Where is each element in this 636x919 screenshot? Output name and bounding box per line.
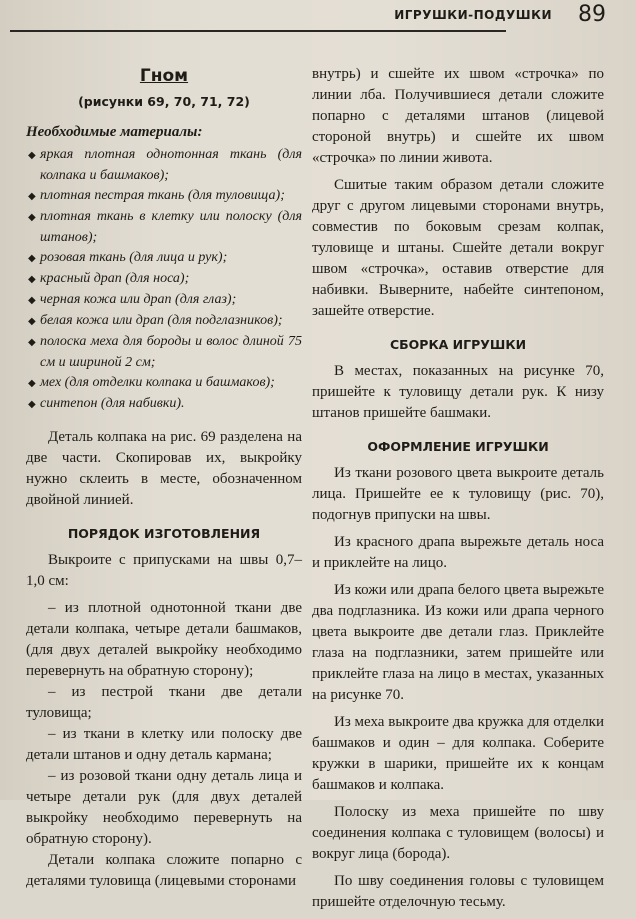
section-heading-assembly: СБОРКА ИГРУШКИ <box>389 337 527 352</box>
article-title: Гном <box>139 66 189 86</box>
diamond-bullet-icon: ◆ <box>28 212 36 223</box>
diamond-bullet-icon: ◆ <box>28 295 36 306</box>
diamond-bullet-icon: ◆ <box>28 337 36 348</box>
diamond-bullet-icon: ◆ <box>28 253 36 264</box>
list-item: ◆ плотная ткань в клетку или полоску (для штанов); <box>28 209 302 245</box>
diamond-bullet-icon: ◆ <box>28 150 36 161</box>
list-item: ◆ плотная пестрая ткань (для туловища); <box>26 186 302 207</box>
diamond-bullet-icon: ◆ <box>28 191 36 202</box>
list-item: ◆ мех (для отделки колпака и башмаков); <box>26 373 302 394</box>
decoration-paragraph: Из красного драпа вырежьте деталь носа и приклейте на лицо. <box>312 534 604 571</box>
closing-paragraph: Детали колпака сложите попарно с деталями туловища (лицевыми сторонами <box>26 852 302 889</box>
section-heading-decoration: ОФОРМЛЕНИЕ ИГРУШКИ <box>367 439 549 454</box>
diamond-bullet-icon: ◆ <box>28 316 36 327</box>
section-heading-order: ПОРЯДОК ИЗГОТОВЛЕНИЯ <box>67 526 261 541</box>
article-subtitle: (рисунки 69, 70, 71, 72) <box>78 94 250 109</box>
list-item: ◆ черная кожа или драп (для глаз); <box>26 290 302 311</box>
page-number: 89 <box>578 2 606 27</box>
decoration-paragraph: Полоску из меха пришейте по шву соединения колпака с туловищем (волосы) и вокруг лица (борода). <box>312 804 604 862</box>
list-item: ◆ розовая ткань (для лица и рук); <box>26 248 302 269</box>
page-header <box>0 0 636 30</box>
diamond-bullet-icon: ◆ <box>28 274 36 285</box>
list-item: ◆ яркая плотная однотонная ткань (для колпака и башмаков); <box>28 147 302 183</box>
decoration-paragraph: Из ткани розового цвета выкроите деталь лица. Пришейте ее к туловищу (рис. 70), подогнув припуски на швы. <box>312 465 604 523</box>
diamond-bullet-icon: ◆ <box>28 399 36 410</box>
list-item: ◆ полоска меха для бороды и волос длиной 75 см и шириной 2 см; <box>28 334 302 370</box>
materials-heading: Необходимые материалы: <box>26 124 203 140</box>
order-item: – из пестрой ткани две детали туловища; <box>26 684 302 721</box>
order-intro: Выкроите с припусками на швы 0,7–1,0 см: <box>26 552 302 589</box>
intro-paragraph: Деталь колпака на рис. 69 разделена на две части. Скопировав их, выкройку нужно склеить в месте, обозначенном двойной линией. <box>26 429 302 508</box>
order-item: – из ткани в клетку или полоску две детали штанов и одну деталь кармана; <box>26 726 302 763</box>
decoration-paragraph: Из кожи или драпа белого цвета вырежьте два подглазника. Из кожи или драпа черного цвета выкроите две детали глаз. Приклейте глаза на подглазники, затем пришейте или приклейте глаза на лицо в местах, указанных на рисунке 70. <box>312 582 604 703</box>
diamond-bullet-icon: ◆ <box>28 378 36 389</box>
running-header-title: ИГРУШКИ-ПОДУШКИ <box>394 8 552 22</box>
list-item: ◆ красный драп (для носа); <box>26 269 302 290</box>
continued-paragraph: внутрь) и сшейте их швом «строчка» по линии лба. Получившиеся детали сложите попарно с деталями штанов (лицевой стороной внутрь) и сшейте их швом «строчка» по линии живота. <box>312 66 604 166</box>
left-column <box>26 66 302 898</box>
decoration-paragraph: По шву соединения головы с туловищем пришейте отделочную тесьму. <box>312 873 604 910</box>
order-item: – из плотной однотонной ткани две детали колпака, четыре детали башмаков, (для двух деталей выкройку необходимо перевернуть на обратную сторону); <box>26 600 302 679</box>
materials-list <box>26 145 302 415</box>
header-rule <box>10 30 506 32</box>
paragraph: Сшитые таким образом детали сложите друг с другом лицевыми сторонами внутрь, совместив по боковым срезам колпак, туловище и штаны. Сшейте детали вокруг швом «строчка», оставив отверстие для набивки. Выверните, набейте синтепоном, зашейте отверстие. <box>312 177 604 319</box>
right-column <box>312 64 604 919</box>
list-item: ◆ синтепон (для набивки). <box>26 394 302 415</box>
list-item: ◆ белая кожа или драп (для подглазников); <box>26 311 302 332</box>
assembly-paragraph: В местах, показанных на рисунке 70, пришейте к туловищу детали рук. К низу штанов пришейте башмаки. <box>312 363 604 421</box>
decoration-paragraph: Из меха выкроите два кружка для отделки башмаков и один – для колпака. Соберите кружки в шарики, пришейте их к концам башмаков и колпака. <box>312 714 604 793</box>
order-item: – из розовой ткани одну деталь лица и четыре детали рук (для двух деталей выкройку необходимо перевернуть на обратную сторону). <box>26 768 302 847</box>
